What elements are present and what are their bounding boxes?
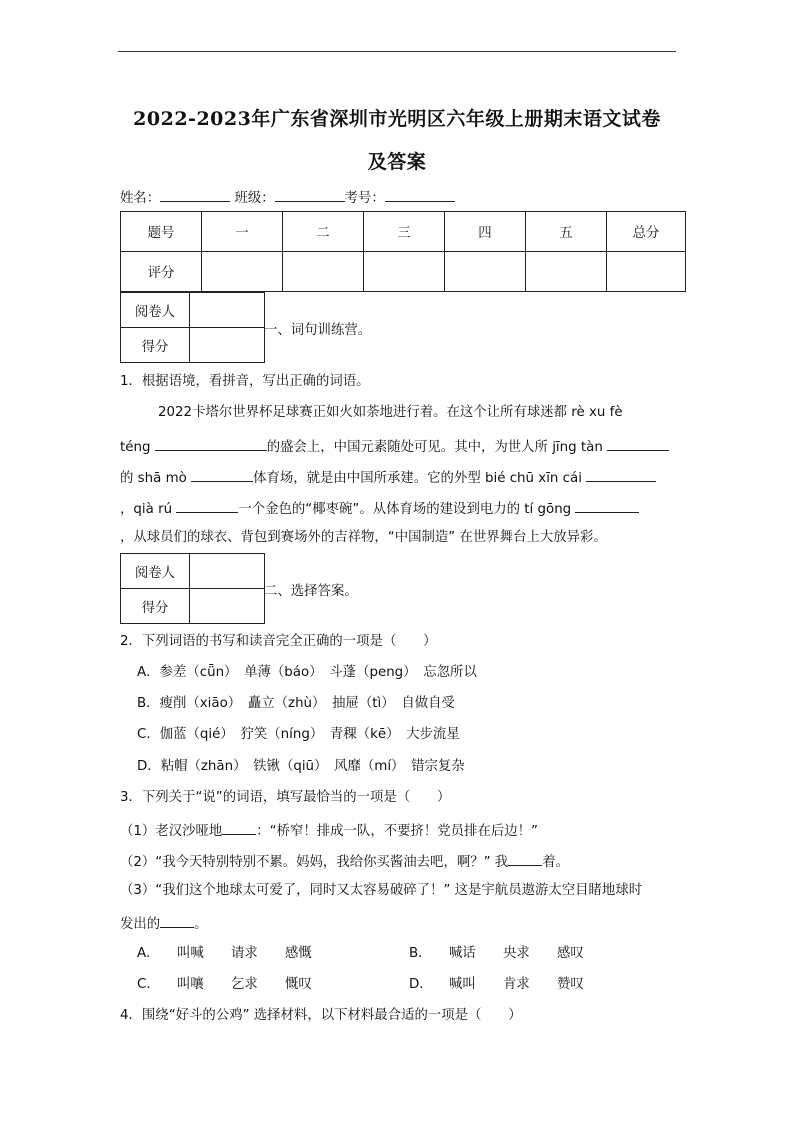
header-cell: 二 [283,212,364,252]
option-word: 喊叫 [449,977,476,992]
sentence-text: 。 [194,917,208,932]
q3-option-d[interactable] [409,977,584,993]
class-blank[interactable] [275,188,345,202]
reviewer-label: 阅卷人 [121,293,190,328]
option-word: 请求 [231,946,258,961]
section-2-title: 二、选择答案。 [264,584,358,599]
sentence-text: 着。 [542,855,569,870]
q3-sentence-2 [120,852,569,871]
q3-sentence-3-continued [120,914,208,933]
answer-blank[interactable] [160,914,194,928]
q1-passage-line-1: 2022卡塔尔世界杯足球赛正如火如荼地进行着。在这个让所有球迷都 rè xu fè [158,405,623,420]
q2-option-a[interactable]: A．参差（cǖn） 单薄（báo） 斗蓬（peng） 忘忽所以 [137,665,477,680]
q3-option-a[interactable] [137,946,312,962]
section-1-title: 一、词句训练营。 [264,323,372,338]
q2-stem: 2．下列词语的书写和读音完全正确的一项是（ ） [120,634,437,649]
answer-blank[interactable] [508,852,542,866]
header-cell: 题号 [121,212,202,252]
name-blank[interactable] [160,188,230,202]
header-rule [118,51,676,52]
reviewer-value-cell[interactable] [190,293,265,328]
name-label: 姓名： [120,191,161,206]
option-word: 肯求 [503,977,530,992]
score-cell[interactable] [445,252,526,292]
score-cell[interactable] [364,252,445,292]
sentence-text: （1）老汉沙哑地 [120,824,223,839]
q1-passage-line-2 [120,437,669,456]
score-value-cell[interactable] [190,589,265,624]
q2-option-b[interactable]: B．瘦削（xiāo） 矗立（zhù） 抽屉（tì） 自做自受 [137,696,455,711]
exam-no-label: 考号： [344,191,385,206]
score-table [120,211,686,292]
sentence-text: （2）“我今天特别特别不累。妈妈，我给你买酱油去吧，啊？” 我 [120,855,509,870]
score-table-score-row [121,252,686,292]
pinyin-text: téng [120,440,155,455]
passage-text: 的盛会上，中国元素随处可见。其中，为世人所 jīng tàn [266,440,608,455]
answer-blank[interactable] [607,437,669,451]
q1-passage-line-5: ，从球员们的球衣、背包到赛场外的吉祥物，“中国制造” 在世界舞台上大放异彩。 [120,530,607,545]
score-row-label: 评分 [121,252,202,292]
passage-text: 一个金色的“椰枣碗”。从体育场的建设到电力的 tí gōng [238,502,576,517]
option-letter: A． [137,946,160,961]
score-label: 得分 [121,328,190,363]
reviewer-label: 阅卷人 [121,554,190,589]
option-word: 感慨 [285,946,312,961]
reviewer-value-cell[interactable] [190,554,265,589]
score-cell[interactable] [607,252,686,292]
score-label: 得分 [121,589,190,624]
q2-option-d[interactable]: D．粘帽（zhān） 铁锹（qiū） 风靡（mí） 错宗复杂 [137,759,465,774]
answer-blank[interactable] [191,468,253,482]
sentence-text: ：“桥窄！排成一队，不要挤！党员排在后边！” [256,824,538,839]
option-letter: D． [409,977,433,992]
score-table-header-row [121,212,686,252]
score-value-cell[interactable] [190,328,265,363]
q2-option-c[interactable]: C．伽蓝（qié） 狞笑（níng） 青稞（kē） 大步流星 [137,727,460,742]
header-cell: 五 [526,212,607,252]
reviewer-box-1 [120,292,265,363]
answer-blank[interactable] [222,821,256,835]
exam-title: 2022-2023年广东省深圳市光明区六年级上册期末语文试卷 [133,108,661,130]
header-cell: 三 [364,212,445,252]
passage-text: 体育场，就是由中国所承建。它的外型 bié chū xīn cái [253,471,587,486]
q1-passage-line-3 [120,468,656,487]
option-word: 叫喊 [177,946,204,961]
option-word: 叫嚷 [177,977,204,992]
class-label: 班级： [234,191,275,206]
option-word: 赞叹 [557,977,584,992]
answer-blank[interactable] [155,437,267,451]
pinyin-text: 的 shā mò [120,471,192,486]
exam-no-blank[interactable] [385,188,455,202]
q3-sentence-3: （3）“我们这个地球太可爱了，同时又太容易破碎了！” 这是宇航员遨游太空目睹地球时 [120,883,643,898]
q3-option-c[interactable] [137,977,312,993]
header-cell: 总分 [607,212,686,252]
header-cell: 四 [445,212,526,252]
q3-sentence-1 [120,821,538,840]
q1-stem: 1．根据语境，看拼音，写出正确的词语。 [120,374,370,389]
score-cell[interactable] [202,252,283,292]
q1-passage-line-4 [120,499,639,518]
option-word: 喊话 [449,946,476,961]
answer-blank[interactable] [575,499,639,513]
header-cell: 一 [202,212,283,252]
q3-option-b[interactable] [409,946,584,962]
option-word: 乞求 [231,977,258,992]
option-letter: B． [409,946,432,961]
score-cell[interactable] [283,252,364,292]
option-letter: C． [137,977,160,992]
pinyin-text: ，qià rú [120,502,177,517]
answer-blank[interactable] [176,499,238,513]
option-word: 感叹 [557,946,584,961]
q4-stem: 4．围绕“好斗的公鸡” 选择材料，以下材料最合适的一项是（ ） [120,1008,522,1023]
student-info-line [120,188,455,207]
score-cell[interactable] [526,252,607,292]
sentence-text: 发出的 [120,917,161,932]
q3-stem: 3．下列关于“说”的词语，填写最恰当的一项是（ ） [120,790,451,805]
option-word: 慨叹 [285,977,312,992]
exam-title-continued: 及答案 [367,151,427,173]
answer-blank[interactable] [586,468,656,482]
reviewer-box-2 [120,553,265,624]
option-word: 央求 [503,946,530,961]
